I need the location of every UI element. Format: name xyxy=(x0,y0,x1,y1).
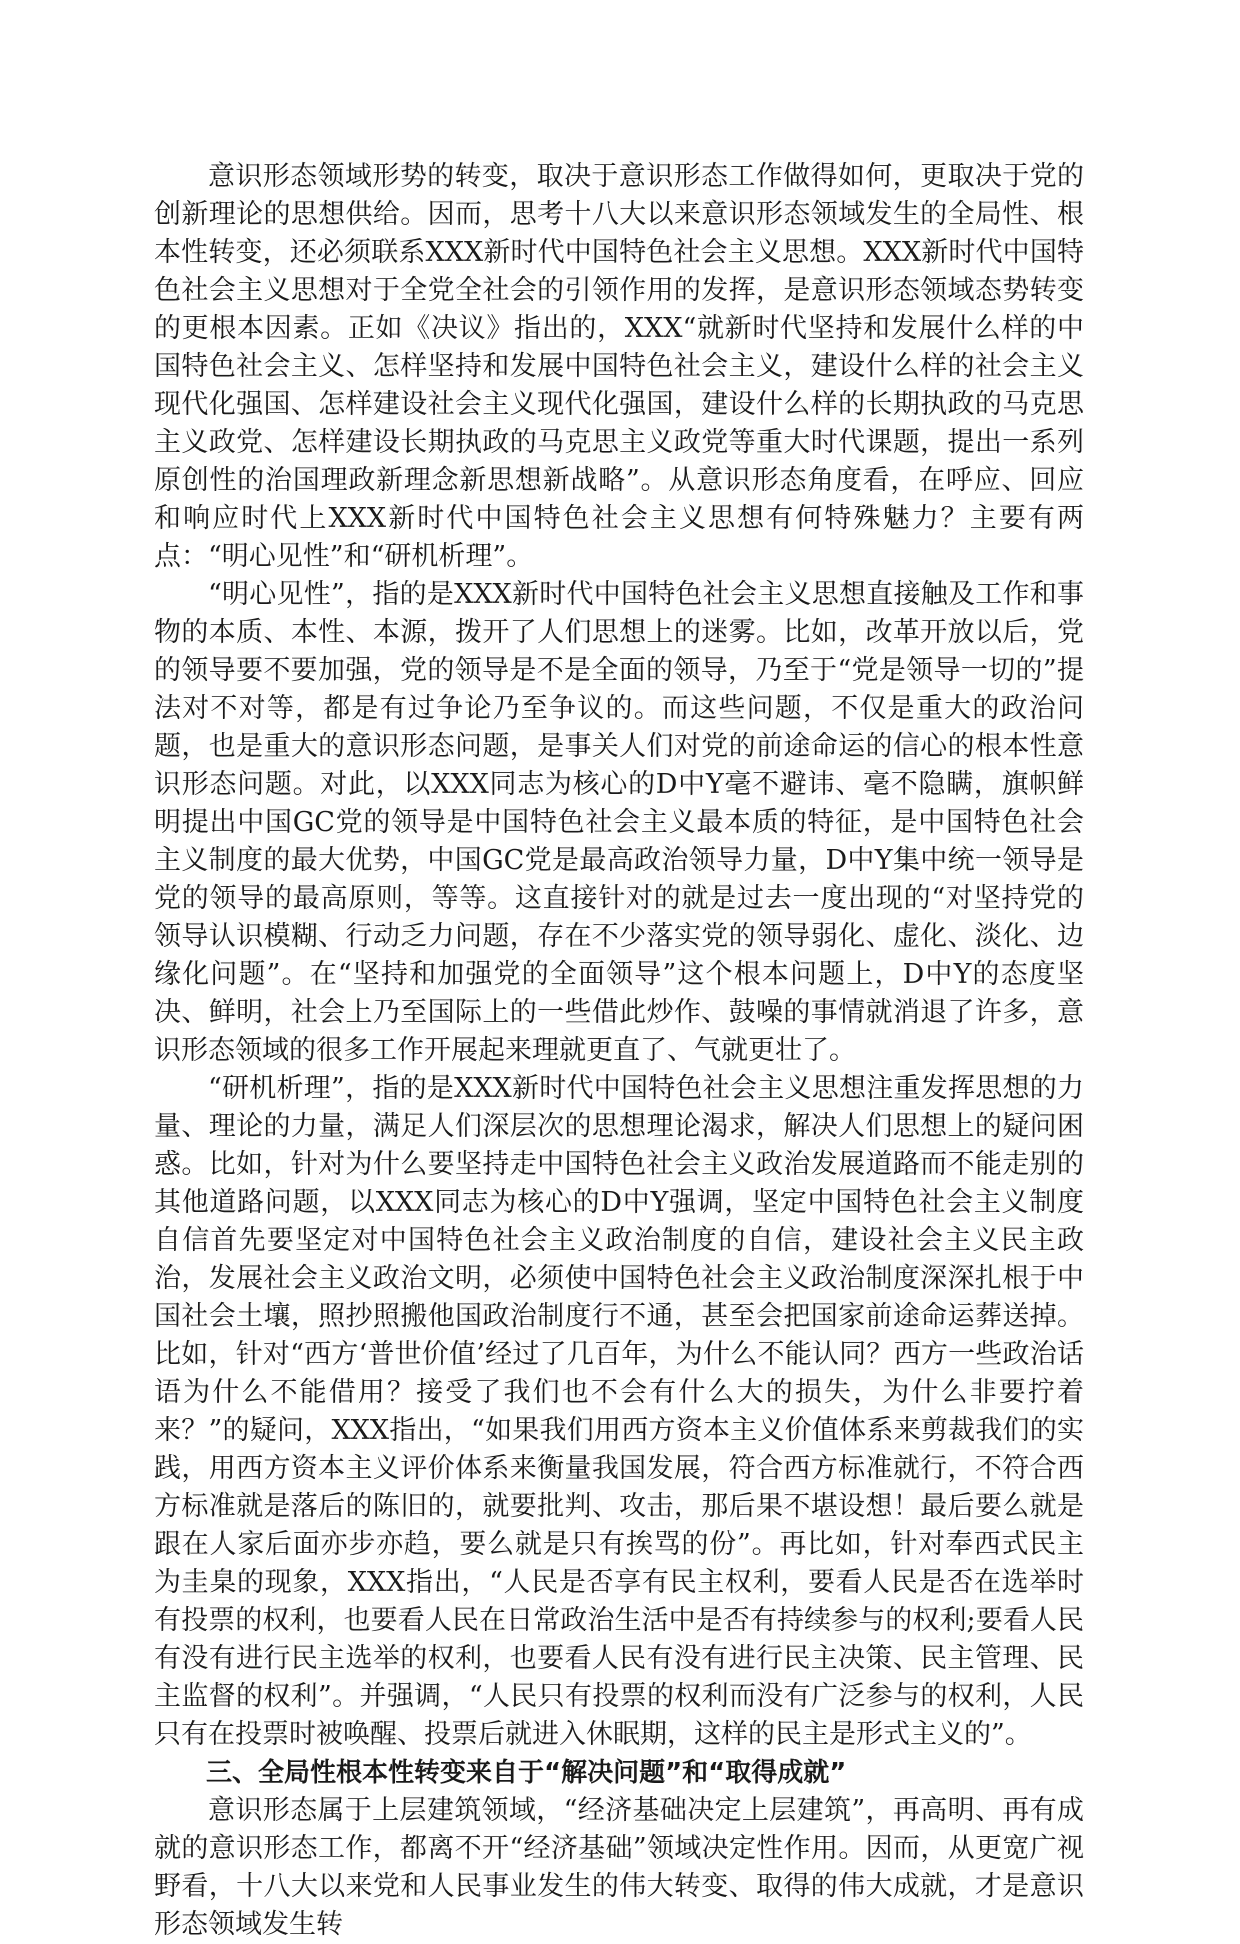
paragraph-superstructure: 意识形态属于上层建筑领域，“经济基础决定上层建筑”，再高明、再有成就的意识形态工作，都离不开“经济基础”领域决定性作用。因而，从更宽广视野看，十八大以来党和人民事业发生的伟大转变、取得的伟大成就，才是意识形态领域发生转 xyxy=(154,1795,1084,1940)
paragraph-ideology-shift: 意识形态领域形势的转变，取决于意识形态工作做得如何，更取决于党的创新理论的思想供给。因而，思考十八大以来意识形态领域发生的全局性、根本性转变，还必须联系XXX新时代中国特色社会主义思想。XXX新时代中国特色社会主义思想对于全党全社会的引领作用的发挥，是意识形态领域态势转变的更根本因素。正如《决议》指出的，XXX“就新时代坚持和发展什么样的中国特色社会主义、怎样坚持和发展中国特色社会主义，建设什么样的社会主义现代化强国、怎样建设社会主义现代化强国，建设什么样的长期执政的马克思主义政党、怎样建设长期执政的马克思主义政党等重大时代课题，提出一系列原创性的治国理政新理念新思想新战略”。从意识形态角度看，在呼应、回应和响应时代上XXX新时代中国特色社会主义思想有何特殊魅力？主要有两点：“明心见性”和“研机析理”。 xyxy=(154,161,1084,572)
paragraph-yanji-xili: “研机析理”，指的是XXX新时代中国特色社会主义思想注重发挥思想的力量、理论的力量，满足人们深层次的思想理论渴求，解决人们思想上的疑问困惑。比如，针对为什么要坚持走中国特色社会主义政治发展道路而不能走别的其他道路问题，以XXX同志为核心的D中Y强调，坚定中国特色社会主义制度自信首先要坚定对中国特色社会主义政治制度的自信，建设社会主义民主政治，发展社会主义政治文明，必须使中国特色社会主义政治制度深深扎根于中国社会土壤，照抄照搬他国政治制度行不通，甚至会把国家前途命运葬送掉。比如，针对“西方‘普世价值’经过了几百年，为什么不能认同？西方一些政治话语为什么不能借用？接受了我们也不会有什么大的损失，为什么非要拧着来？”的疑问，XXX指出，“如果我们用西方资本主义价值体系来剪裁我们的实践，用西方资本主义评价体系来衡量我国发展，符合西方标准就行，不符合西方标准就是落后的陈旧的，就要批判、攻击，那后果不堪设想！最后要么就是跟在人家后面亦步亦趋，要么就是只有挨骂的份”。再比如，针对奉西式民主为圭臬的现象，XXX指出，“人民是否享有民主权利，要看人民是否在选举时有投票的权利，也要看人民在日常政治生活中是否有持续参与的权利;要看人民有没有进行民主选举的权利，也要看人民有没有进行民主决策、民主管理、民主监督的权利”。并强调，“人民只有投票的权利而没有广泛参与的权利，人民只有在投票时被唤醒、投票后就进入休眠期，这样的民主是形式主义的”。 xyxy=(154,1073,1084,1750)
document-page xyxy=(154,158,1084,1944)
section-heading: 三、全局性根本性转变来自于“解决问题”和“取得成就” xyxy=(206,1758,847,1788)
paragraph-mingxin-jianxing: “明心见性”，指的是XXX新时代中国特色社会主义思想直接触及工作和事物的本质、本性、本源，拨开了人们思想上的迷雾。比如，改革开放以后，党的领导要不要加强，党的领导是不是全面的领导，乃至于“党是领导一切的”提法对不对等，都是有过争论乃至争议的。而这些问题，不仅是重大的政治问题，也是重大的意识形态问题，是事关人们对党的前途命运的信心的根本性意识形态问题。对此，以XXX同志为核心的D中Y毫不避讳、毫不隐瞒，旗帜鲜明提出中国GC党的领导是中国特色社会主义最本质的特征，是中国特色社会主义制度的最大优势，中国GC党是最高政治领导力量，D中Y集中统一领导是党的领导的最高原则，等等。这直接针对的就是过去一度出现的“对坚持党的领导认识模糊、行动乏力问题，存在不少落实党的领导弱化、虚化、淡化、边缘化问题”。在“坚持和加强党的全面领导”这个根本问题上，D中Y的态度坚决、鲜明，社会上乃至国际上的一些借此炒作、鼓噪的事情就消退了许多，意识形态领域的很多工作开展起来理就更直了、气就更壮了。 xyxy=(154,579,1084,1066)
